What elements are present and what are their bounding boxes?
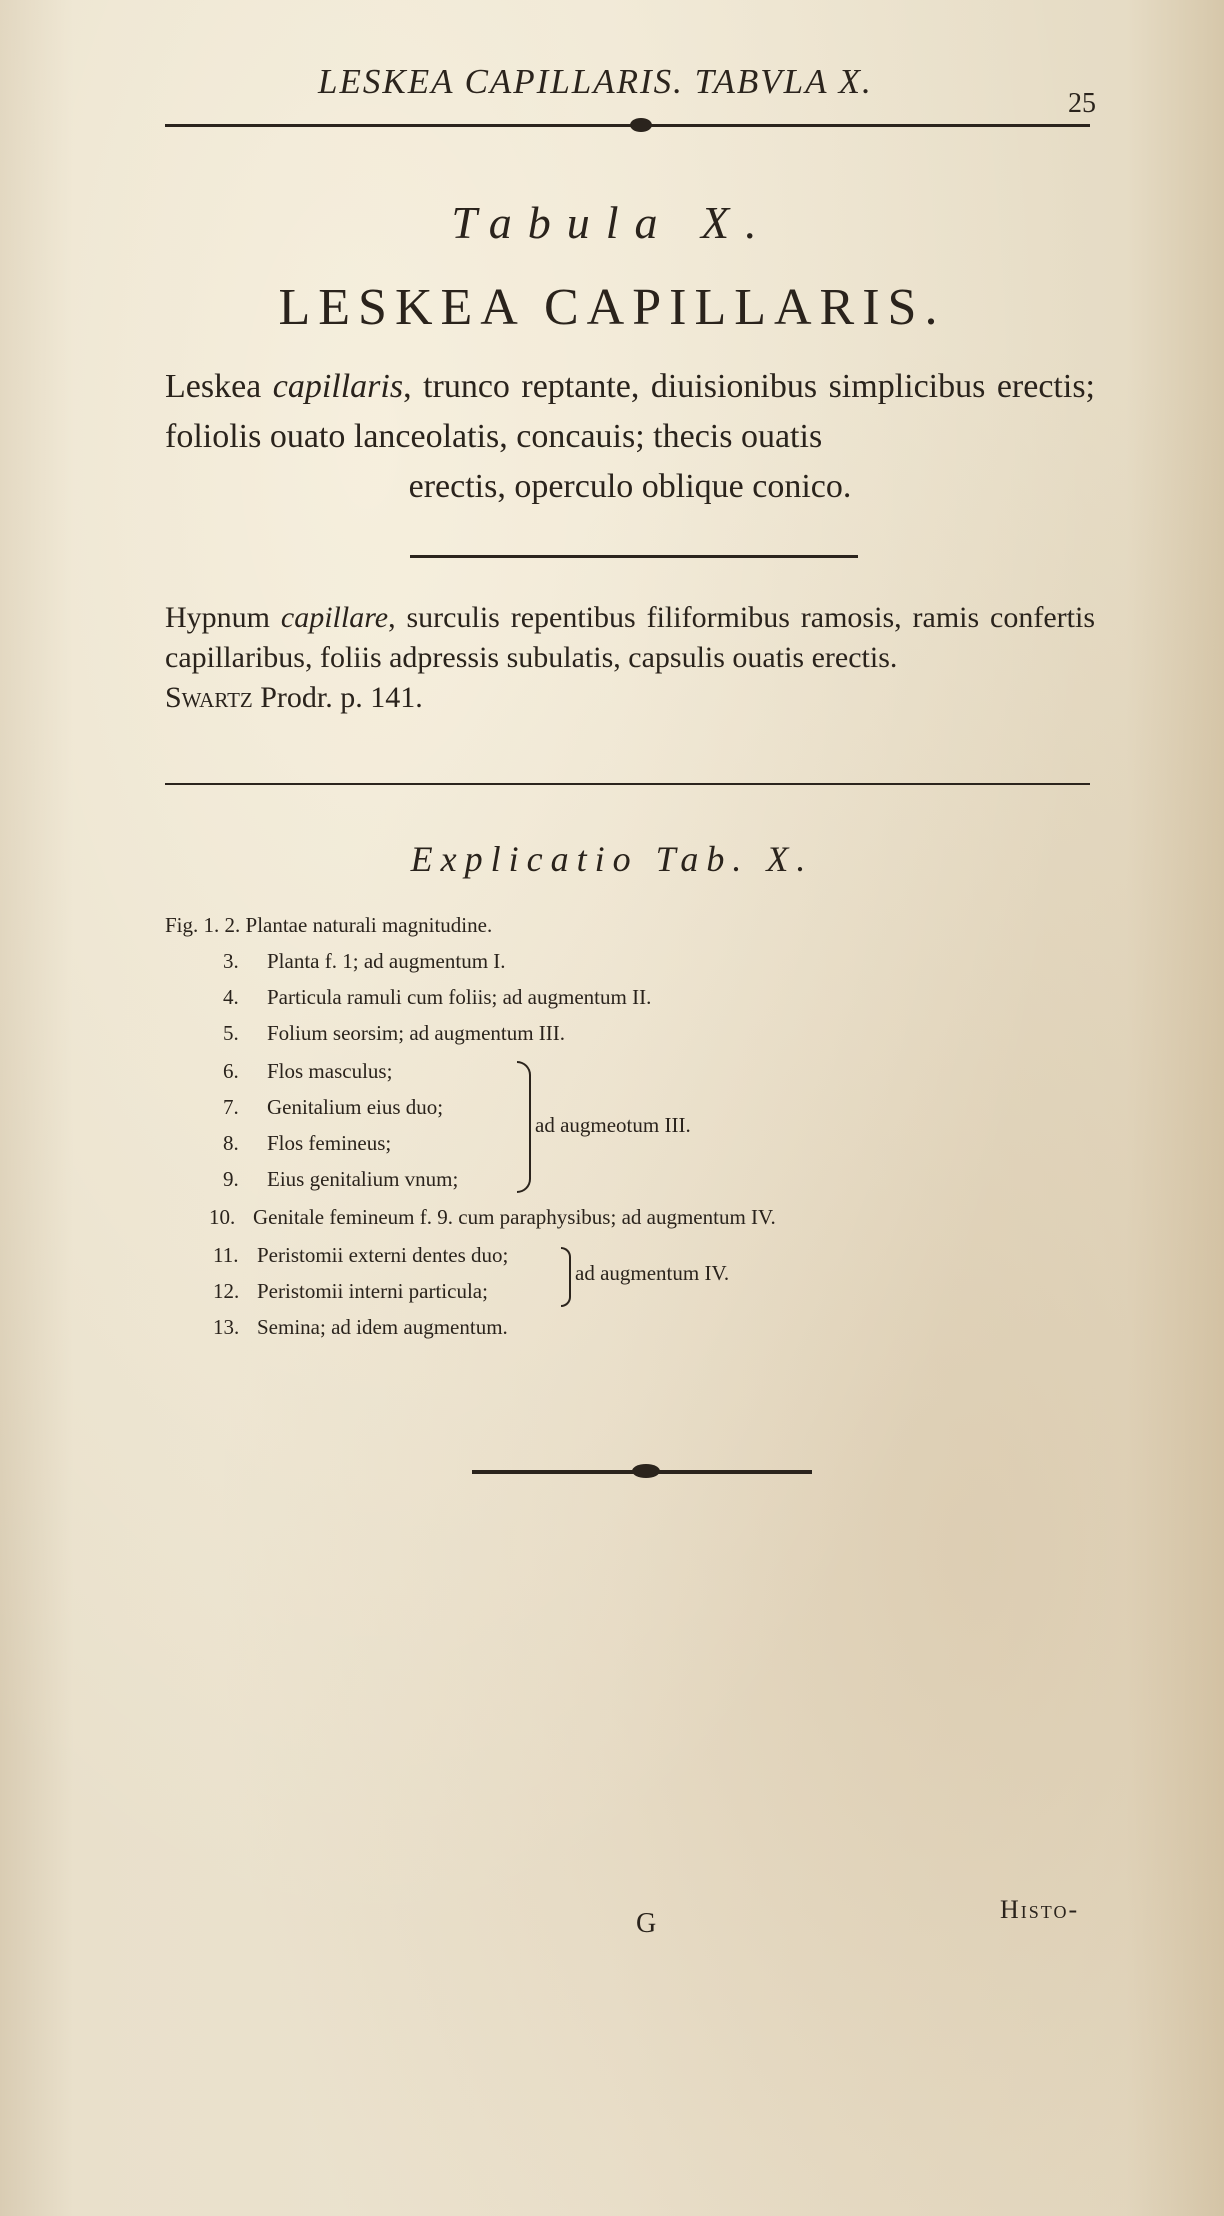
end-ornament — [632, 1464, 660, 1478]
catchword: Histo- — [1000, 1895, 1080, 1924]
diagnosis-genus: Leskea — [165, 368, 273, 405]
figure-number: 9. — [223, 1167, 239, 1191]
page-number: 25 — [1068, 88, 1096, 119]
synonym-epithet: capillare — [280, 601, 389, 634]
figure-number: 11. — [213, 1243, 239, 1267]
figure-number: 6. — [223, 1059, 239, 1083]
signature-mark: G — [636, 1908, 657, 1939]
figure-number: 8. — [223, 1131, 239, 1155]
figure-text: Genitale femineum f. 9. cum paraphysibus; ad augmentum IV. — [253, 1205, 776, 1229]
figure-number: 13. — [213, 1315, 240, 1339]
figure-text: Flos femineus; — [267, 1131, 392, 1155]
figure-number: 5. — [223, 1021, 239, 1045]
synonym-author: Swartz — [165, 681, 253, 714]
figure-number: 3. — [223, 949, 239, 973]
synonym-text: , surculis repentibus filiformibus ramosis, ramis confertis capillaribus, foliis adpressis subulatis, capsulis ouatis erectis. — [165, 601, 1096, 674]
header-rule — [165, 124, 1090, 127]
diagnosis-text: , trunco reptante, diuisionibus simplicibus erectis; foliolis ouato lanceolatis, concauis; thecis ouatis — [165, 368, 1095, 455]
figure-item — [213, 1243, 508, 1268]
figure-number: Fig. 1. 2. — [165, 913, 241, 937]
species-diagnosis — [165, 362, 1095, 512]
explicatio-title: Explicatio Tab. X. — [410, 839, 814, 879]
brace-label-6-9: ad augmeotum III. — [535, 1113, 691, 1137]
diagnosis-last-line: erectis, operculo oblique conico. — [408, 468, 852, 505]
tabula-label: Tabula X. — [451, 197, 773, 248]
figure-item — [223, 1131, 391, 1156]
figure-item — [223, 1095, 443, 1120]
figure-item — [213, 1279, 488, 1304]
figure-number: 7. — [223, 1095, 239, 1119]
figure-item — [209, 1205, 776, 1230]
figure-number: 4. — [223, 985, 239, 1009]
figure-text: Peristomii externi dentes duo; — [257, 1243, 509, 1267]
synonym-genus: Hypnum — [165, 601, 281, 634]
rule-ornament — [630, 118, 652, 132]
brace-group-6-9 — [517, 1061, 531, 1193]
figure-item — [223, 1059, 392, 1084]
figure-text: Semina; ad idem augmentum. — [257, 1315, 508, 1339]
figure-text: Plantae naturali magnitudine. — [245, 913, 493, 937]
figure-text: Peristomii interni particula; — [257, 1279, 488, 1303]
figure-number: 10. — [209, 1205, 236, 1229]
figure-text: Folium seorsim; ad augmentum III. — [267, 1021, 566, 1045]
figure-item — [213, 1315, 508, 1340]
section-rule — [165, 783, 1090, 785]
figure-text: Flos masculus; — [267, 1059, 393, 1083]
figure-text: Eius genitalium vnum; — [267, 1167, 459, 1191]
figure-item — [223, 1021, 565, 1046]
figure-text: Genitalium eius duo; — [267, 1095, 444, 1119]
running-head: LESKEA CAPILLARIS. TABVLA X. — [318, 62, 873, 101]
synonym-paragraph — [165, 598, 1095, 718]
figure-text: Planta f. 1; ad augmentum I. — [267, 949, 506, 973]
brace-label-11-12: ad augmentum IV. — [575, 1261, 730, 1285]
species-title: LESKEA CAPILLARIS. — [278, 279, 946, 336]
figure-item — [223, 1167, 458, 1192]
figure-item — [223, 949, 506, 974]
figure-number: 12. — [213, 1279, 240, 1303]
diagnosis-rule — [410, 555, 858, 558]
figure-text: Particula ramuli cum foliis; ad augmentum II. — [267, 985, 652, 1009]
figure-item — [223, 985, 651, 1010]
brace-group-11-12 — [561, 1247, 571, 1307]
figure-item — [165, 913, 492, 938]
diagnosis-epithet: capillaris — [272, 368, 404, 405]
synonym-citation: Prodr. p. 141. — [252, 681, 423, 714]
